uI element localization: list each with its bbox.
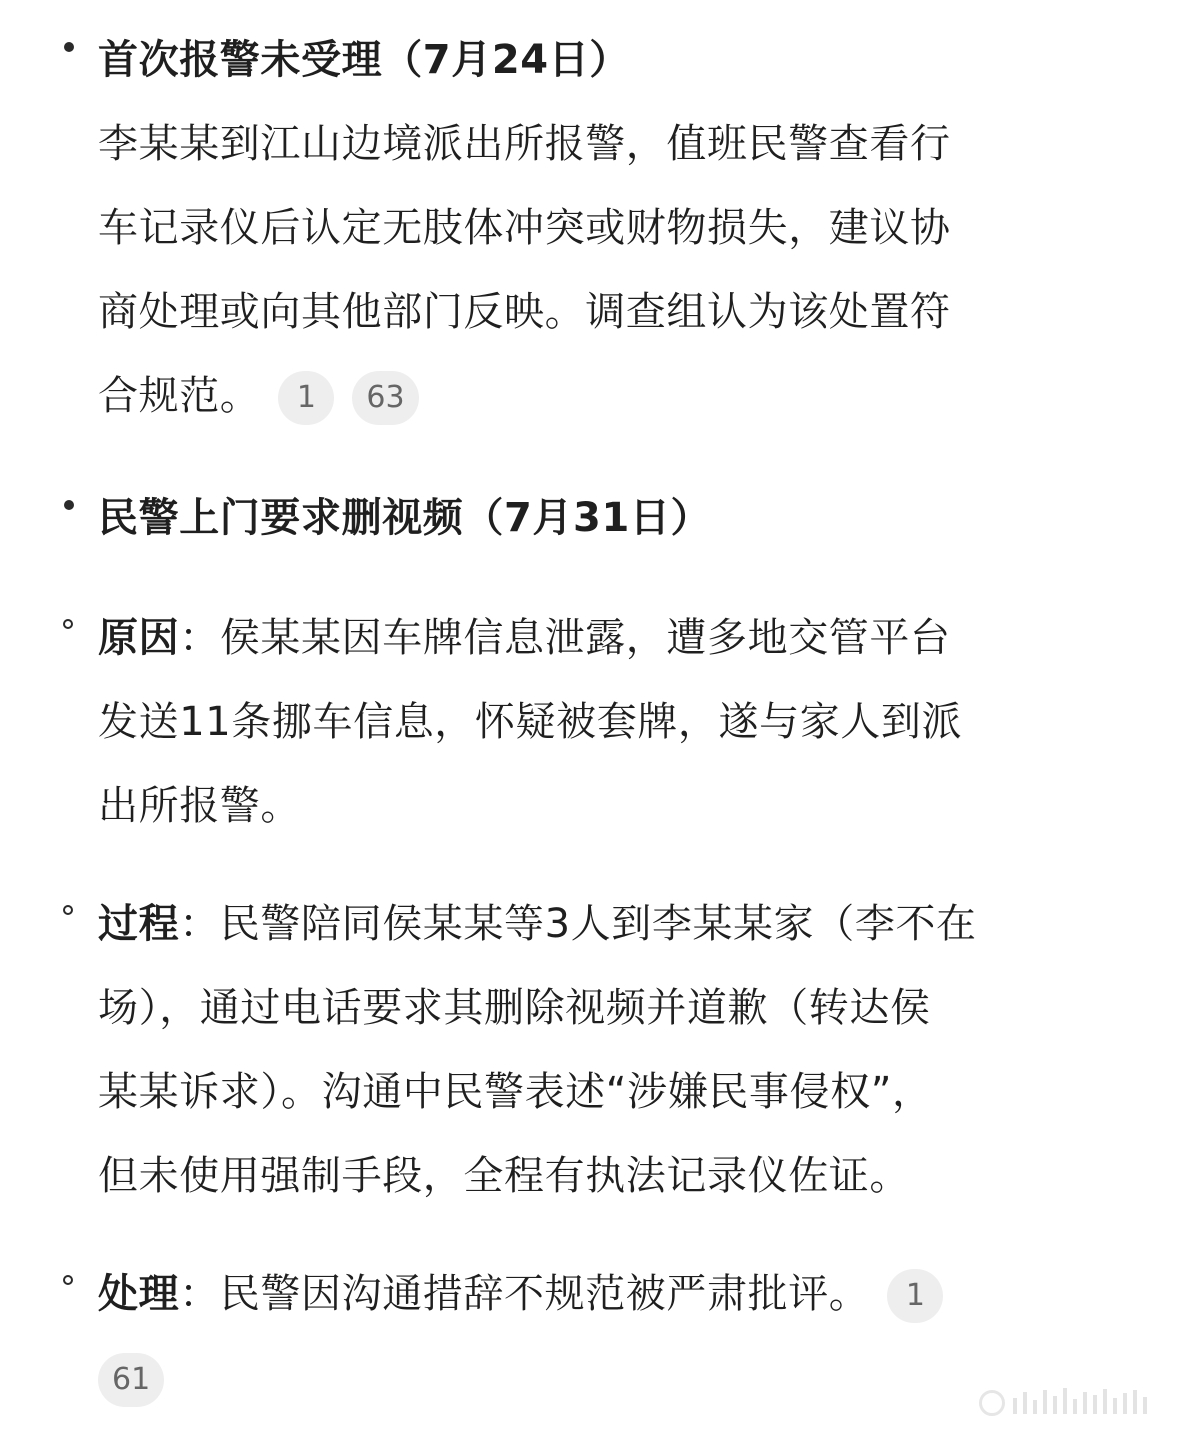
body-line: 合规范。 [98,373,261,419]
citation-badge[interactable]: 1 [278,371,334,425]
sub-item-label: 原因 [98,615,180,661]
body-line: 某某诉求）。沟通中民警表述“涉嫌民事侵权”， [98,1069,933,1115]
sub-item-process [56,882,1146,1218]
label-colon: ： [179,615,220,661]
bullet-circle-icon [63,905,73,915]
list-item-first-report [56,18,1146,438]
sub-item-label: 过程 [98,901,180,947]
label-colon: ： [179,901,220,947]
body-line: 但未使用强制手段，全程有执法记录仪佐证。 [98,1153,910,1199]
body-line: 民警因沟通措辞不规范被严肃批评。 [219,1271,870,1317]
body-line: 发送11条挪车信息，怀疑被套牌，遂与家人到派 [98,699,963,745]
watermark-logo [979,1386,1169,1420]
citation-badge[interactable]: 1 [887,1269,943,1323]
list-item-police-visit [56,476,1146,560]
watermark-ring-icon [979,1390,1005,1416]
bullet-circle-icon [63,1275,73,1285]
body-line: 侯某某因车牌信息泄露，遭多地交管平台 [219,615,951,661]
sub-item-reason [56,596,1146,848]
body-line: 商处理或向其他部门反映。调查组认为该处置符 [98,289,951,335]
citation-badge[interactable]: 63 [352,371,418,425]
item-heading-first-report: 首次报警未受理（7月24日） [98,37,630,83]
label-colon: ： [179,1271,220,1317]
body-line: 场），通过电话要求其删除视频并道歉（转达侯 [98,985,931,1031]
citation-badge[interactable]: 61 [98,1353,164,1407]
body-line: 出所报警。 [98,783,301,829]
body-line: 李某某到江山边境派出所报警，值班民警查看行 [98,121,951,167]
bullet-disc-icon [64,500,74,510]
sub-item-label: 处理 [98,1271,180,1317]
bullet-disc-icon [64,42,74,52]
bullet-circle-icon [63,619,73,629]
body-line: 车记录仪后认定无肢体冲突或财物损失，建议协 [98,205,951,251]
body-line: 民警陪同侯某某等3人到李某某家（李不在 [219,901,977,947]
item-heading-police-visit: 民警上门要求删视频（7月31日） [98,495,712,541]
